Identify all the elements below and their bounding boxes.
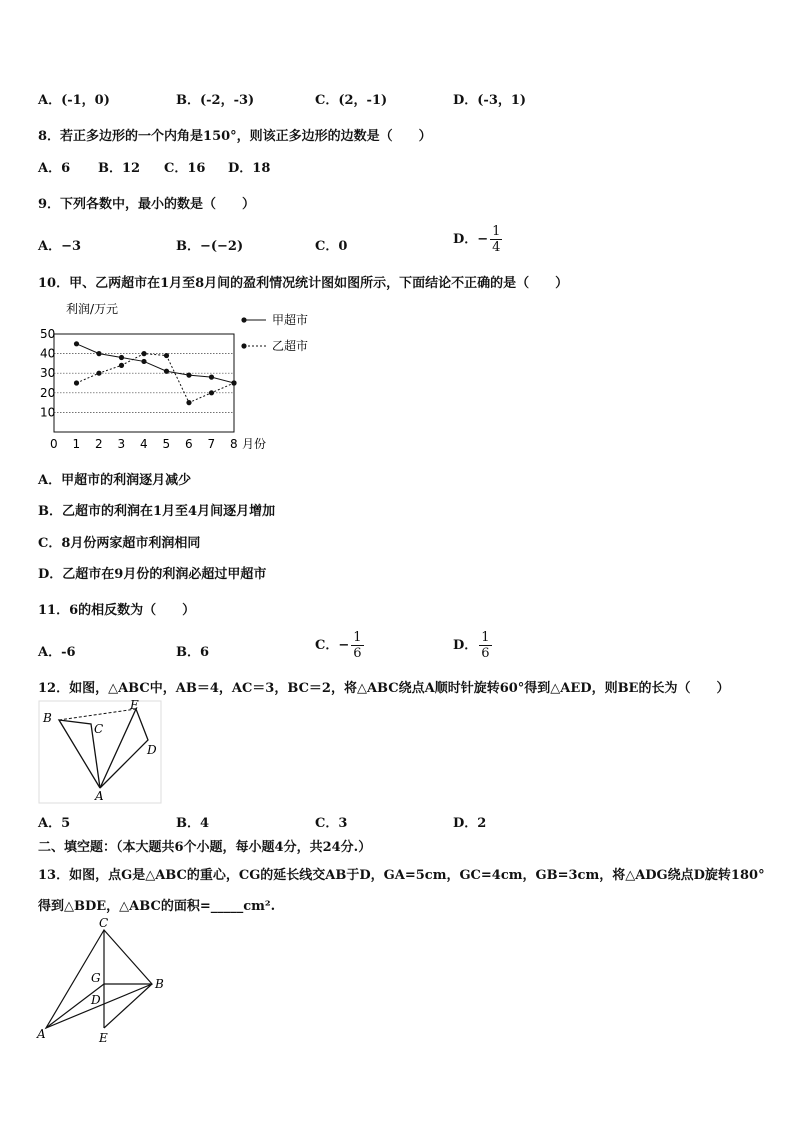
data-point <box>231 380 236 385</box>
q13-line-1: 13．如图，点G是△ABC的重心，CG的延长线交AB于D，GA=5cm，GC=4cm，GB=3cm，将△ADG绕点D旋转180° <box>38 868 765 883</box>
label-b: B <box>155 977 164 991</box>
data-point <box>119 355 124 360</box>
fraction-denominator: 4 <box>492 240 501 255</box>
q10-option-c: C．8月份两家超市利润相同 <box>38 536 201 551</box>
segment-eb <box>104 984 152 1028</box>
y-axis-label: 利润/万元 <box>66 302 119 316</box>
x-tick-label: 1 <box>72 437 81 451</box>
q8-option-b: B．12 <box>98 161 141 176</box>
fraction <box>351 630 363 661</box>
data-point <box>186 373 191 378</box>
plot-frame <box>54 334 234 432</box>
q12-stem: 12．如图，△ABC中，AB＝4，AC＝3，BC＝2，将△ABC绕点A顺时针旋转60°得到△AED，则BE的长为（ ） <box>38 681 730 696</box>
q11-option-c-prefix: C．− <box>315 638 350 653</box>
fraction-numerator: 1 <box>492 224 501 239</box>
data-point <box>119 363 124 368</box>
label-c: C <box>94 722 104 736</box>
y-tick-label: 50 <box>40 327 56 341</box>
q7-option-b: B．(-2，-3) <box>176 93 255 108</box>
q11-option-c <box>315 630 364 661</box>
q7-option-d: D．(-3，1) <box>453 93 527 108</box>
data-point <box>164 369 169 374</box>
q10-option-a: A．甲超市的利润逐月减少 <box>38 473 192 488</box>
q8-stem: 8．若正多边形的一个内角是150°，则该正多边形的边数是（ ） <box>38 129 432 144</box>
q12-option-d: D．2 <box>453 816 487 831</box>
data-point <box>74 380 79 385</box>
data-point <box>141 351 146 356</box>
q12-option-a: A．5 <box>38 816 71 831</box>
fraction-numerator: 1 <box>353 630 362 645</box>
q8-option-d: D．18 <box>228 161 271 176</box>
label-a: A <box>37 1027 46 1041</box>
q8-option-c: C．16 <box>164 161 206 176</box>
q10-option-b: B．乙超市的利润在1月至4月间逐月增加 <box>38 504 276 519</box>
q13-line-2: 得到△BDE，△ABC的面积=_____cm². <box>38 899 276 914</box>
q11-option-b: B．6 <box>176 645 210 660</box>
x-tick-label: 7 <box>207 437 216 451</box>
label-g: G <box>91 971 101 985</box>
x-tick-label: 6 <box>185 437 193 451</box>
x-tick-label: 4 <box>140 437 148 451</box>
legend-label: 乙超市 <box>272 339 309 353</box>
y-tick-label: 10 <box>40 405 56 420</box>
fraction-denominator: 6 <box>481 646 490 661</box>
label-a: A <box>95 789 104 803</box>
x-tick-label: 5 <box>162 437 171 451</box>
q11-option-a: A．-6 <box>38 645 76 660</box>
label-b: B <box>43 711 52 725</box>
x-tick-label: 0 <box>50 437 58 451</box>
x-tick-label: 3 <box>117 437 126 451</box>
data-point <box>209 375 214 380</box>
fraction <box>479 630 491 661</box>
x-axis-label: 月份 <box>242 437 267 451</box>
data-point <box>164 353 169 358</box>
q12-option-b: B．4 <box>176 816 210 831</box>
q11-stem: 11．6的相反数为（ ） <box>38 603 196 618</box>
q7-option-c: C．(2，-1) <box>315 93 388 108</box>
fraction <box>490 224 502 255</box>
segment-be <box>59 709 136 720</box>
fraction-denominator: 6 <box>353 646 362 661</box>
section-heading: 二、填空题：（本大题共6个小题，每小题4分，共24分.） <box>38 840 372 855</box>
data-point <box>186 400 191 405</box>
profit-line-chart <box>38 298 338 456</box>
fraction-numerator: 1 <box>481 630 490 645</box>
label-d: D <box>91 993 101 1007</box>
label-e: E <box>99 1031 108 1044</box>
data-point <box>141 359 146 364</box>
q9-option-d <box>453 224 502 255</box>
triangle-aed <box>100 709 148 788</box>
q9-option-b: B．−(−2) <box>176 239 244 254</box>
data-point <box>96 351 101 356</box>
q9-option-a: A．−3 <box>38 239 82 254</box>
q11-option-d-prefix: D． <box>453 638 478 653</box>
label-e: E <box>130 700 139 712</box>
q7-option-a: A．(-1，0) <box>38 93 110 108</box>
q8-option-a: A．6 <box>38 161 71 176</box>
q12-option-c: C．3 <box>315 816 348 831</box>
q9-stem: 9．下列各数中，最小的数是（ ） <box>38 197 256 212</box>
legend-label: 甲超市 <box>272 313 309 327</box>
q10-stem: 10．甲、乙两超市在1月至8月间的盈利情况统计图如图所示，下面结论不正确的是（ ） <box>38 276 569 291</box>
y-tick-label: 20 <box>40 385 56 400</box>
rotation-triangle-figure <box>38 700 162 804</box>
label-c: C <box>99 916 109 930</box>
data-point <box>209 390 214 395</box>
y-tick-label: 40 <box>40 346 56 361</box>
q9-option-c: C．0 <box>315 239 348 254</box>
centroid-figure <box>36 914 170 1044</box>
data-point <box>96 371 101 376</box>
label-d: D <box>147 743 157 757</box>
x-tick-label: 8 <box>230 437 238 451</box>
q11-option-d <box>453 630 492 661</box>
q9-option-d-prefix: D．− <box>453 232 489 247</box>
y-tick-label: 30 <box>40 366 56 381</box>
data-point <box>74 341 79 346</box>
x-tick-label: 2 <box>95 437 103 451</box>
q10-option-d: D．乙超市在9月份的利润必超过甲超市 <box>38 567 267 582</box>
